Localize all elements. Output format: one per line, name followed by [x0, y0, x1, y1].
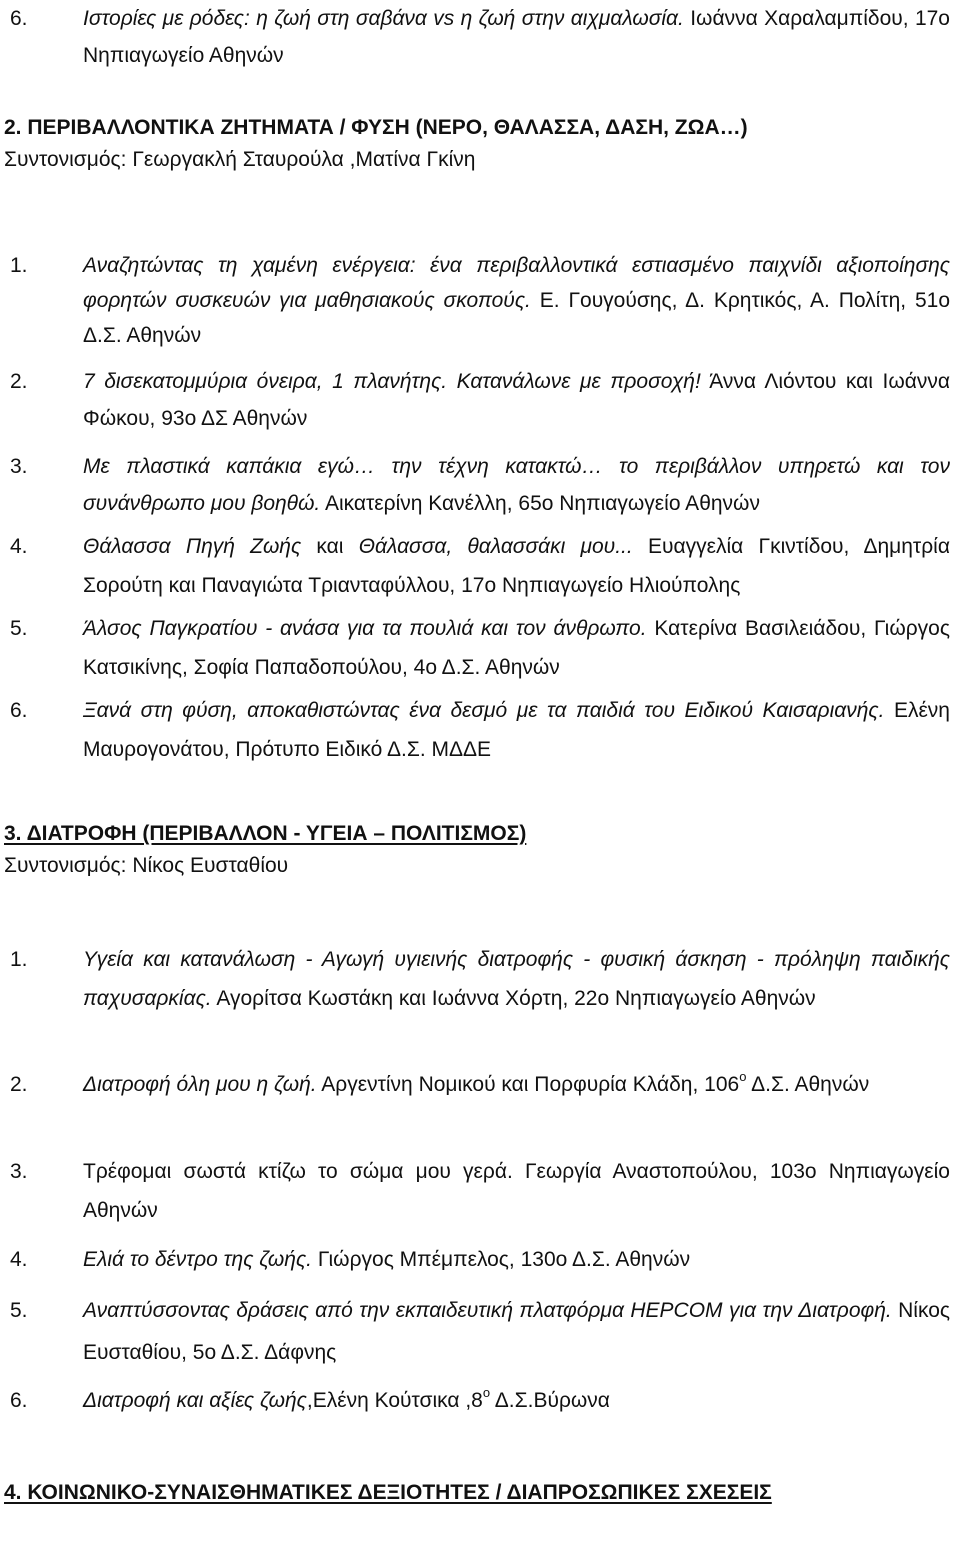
item-title: Ξανά στη φύση, αποκαθιστώντας ένα δεσμό με τα παιδιά του Ειδικού Καισαριανής.: [83, 699, 885, 722]
section-coordination: Συντονισμός: Γεωργακλή Σταυρούλα ,Ματίνα Γκίνη: [4, 148, 476, 171]
item-authors: Δ.Σ. Αθηνών: [751, 1073, 870, 1096]
item-authors: Άννα Λιόντου και Ιωάννα Φώκου, 93ο ΔΣ Αθηνών: [83, 370, 951, 430]
item-authors: Αγορίτσα Κωστάκη και Ιωάννα Χόρτη, 22ο Νηπιαγωγείο Αθηνών: [216, 987, 816, 1010]
list-item: [10, 1240, 950, 1279]
item-title: Ιστορίες με ρόδες: η ζωή στη σαβάνα vs η ζωή στην αιχμαλωσία.: [83, 7, 684, 30]
list-item: [10, 1381, 950, 1420]
item-authors: Αικατερίνη Κανέλλη, 65ο Νηπιαγωγείο Αθηνών: [324, 492, 760, 515]
list-item: [10, 0, 950, 74]
item-authors: Ιωάννα Χαραλαμπίδου, 17ο Νηπιαγωγείο Αθηνών: [83, 7, 950, 67]
superscript: ο: [739, 1069, 747, 1084]
item-title: Θάλασσα, θαλασσάκι μου...: [358, 535, 633, 558]
item-number: 6.: [10, 7, 28, 30]
item-number: 1.: [10, 254, 28, 277]
item-authors: Νίκος Ευσταθίου, 5ο Δ.Σ. Δάφνης: [83, 1299, 950, 1364]
item-authors: Δ.Σ.Βύρωνα: [494, 1389, 610, 1412]
item-number: 2.: [10, 370, 28, 393]
list-item: [10, 248, 950, 353]
section-title: 4. ΚΟΙΝΩΝΙΚΟ-ΣΥΝΑΙΣΘΗΜΑΤΙΚΕΣ ΔΕΞΙΟΤΗΤΕΣ / ΔΙΑΠΡΟΣΩΠΙΚΕΣ ΣΧΕΣΕΙΣ: [4, 1481, 772, 1504]
list-item: [10, 1290, 950, 1374]
item-number: 4.: [10, 1248, 28, 1271]
item-authors: Αργεντίνη Νομικού και Πορφυρία Κλάδη, 106: [321, 1073, 740, 1096]
item-joiner: και: [316, 535, 344, 558]
item-number: 2.: [10, 1073, 28, 1096]
item-title: Θάλασσα Πηγή Ζωής: [83, 535, 302, 558]
item-number: 5.: [10, 1299, 28, 1322]
section-3: [4, 818, 956, 883]
item-authors: ,Ελένη Κούτσικα ,8: [306, 1389, 483, 1412]
section-title: 3. ΔΙΑΤΡΟΦΗ (ΠΕΡΙΒΑΛΛΟΝ - ΥΓΕΙΑ – ΠΟΛΙΤΙΣΜΟΣ): [4, 822, 527, 845]
item-title: Διατροφή και αξίες ζωής: [83, 1389, 307, 1412]
item-text: Τρέφομαι σωστά κτίζω το σώμα μου γερά. Γεωργία Αναστοπούλου, 103ο Νηπιαγωγείο Αθηνών: [83, 1160, 950, 1222]
item-number: 3.: [10, 455, 28, 478]
item-title: Διατροφή όλη μου η ζωή.: [83, 1073, 317, 1096]
item-number: 1.: [10, 948, 28, 971]
section-coordination: Συντονισμός: Νίκος Ευσταθίου: [4, 854, 289, 877]
section-title: 2. ΠΕΡΙΒΑΛΛΟΝΤΙΚΑ ΖΗΤΗΜΑΤΑ / ΦΥΣΗ (ΝΕΡΟ, ΘΑΛΑΣΣΑ, ΔΑΣΗ, ΖΩΑ…): [4, 116, 748, 139]
item-title: Αναζητώντας τη χαμένη ενέργεια: ένα περιβαλλοντικά εστιασμένο παιχνίδι αξιοποίησης φορητών συσκευών για μαθησιακούς σκοπούς.: [83, 254, 950, 312]
item-number: 6.: [10, 1389, 28, 1412]
item-authors: Ε. Γουγούσης, Δ. Κρητικός, Α. Πολίτη, 51ο Δ.Σ. Αθηνών: [83, 289, 951, 347]
item-title: Με πλαστικά καπάκια εγώ… την τέχνη κατακτώ… το περιβάλλον υπηρετώ και τον συνάνθρωπο μου βοηθώ.: [83, 455, 950, 515]
superscript: ο: [482, 1385, 491, 1400]
item-title: Ελιά το δέντρο της ζωής.: [83, 1248, 312, 1271]
item-authors: Ευαγγελία Γκιντίδου, Δημητρία Σορούτη και Παναγιώτα Τριανταφύλλου, 17ο Νηπιαγωγείο Ηλιούπολης: [83, 535, 950, 597]
item-authors: Ελένη Μαυρογονάτου, Πρότυπο Ειδικό Δ.Σ. ΜΔΔΕ: [83, 699, 950, 761]
item-number: 6.: [10, 699, 28, 722]
item-number: 5.: [10, 617, 28, 640]
list-item: [10, 1065, 950, 1104]
item-authors: Κατερίνα Βασιλειάδου, Γιώργος Κατσικίνης, Σοφία Παπαδοπούλου, 4ο Δ.Σ. Αθηνών: [83, 617, 950, 679]
item-title: Αναπτύσσοντας δράσεις από την εκπαιδευτική πλατφόρμα HEPCOM για την Διατροφή.: [83, 1299, 892, 1322]
list-item: [10, 448, 950, 522]
item-number: 3.: [10, 1160, 28, 1183]
section-4: [4, 1477, 956, 1508]
list-item: [10, 1152, 950, 1230]
list-item: [10, 363, 950, 437]
list-item: [10, 609, 950, 687]
item-title: Άλσος Παγκρατίου - ανάσα για τα πουλιά και τον άνθρωπο.: [83, 617, 647, 640]
item-title: 7 δισεκατομμύρια όνειρα, 1 πλανήτης. Κατανάλωνε με προσοχή!: [83, 370, 701, 393]
item-number: 4.: [10, 535, 28, 558]
list-item: [10, 691, 950, 769]
section-2: [4, 112, 956, 177]
item-authors: Γιώργος Μπέμπελος, 130ο Δ.Σ. Αθηνών: [317, 1248, 691, 1271]
item-title: Υγεία και κατανάλωση - Αγωγή υγιεινής διατροφής - φυσική άσκηση - πρόληψη παιδικής παχυσαρκίας.: [83, 948, 950, 1010]
list-item: [10, 940, 950, 1018]
list-item: [10, 527, 950, 605]
